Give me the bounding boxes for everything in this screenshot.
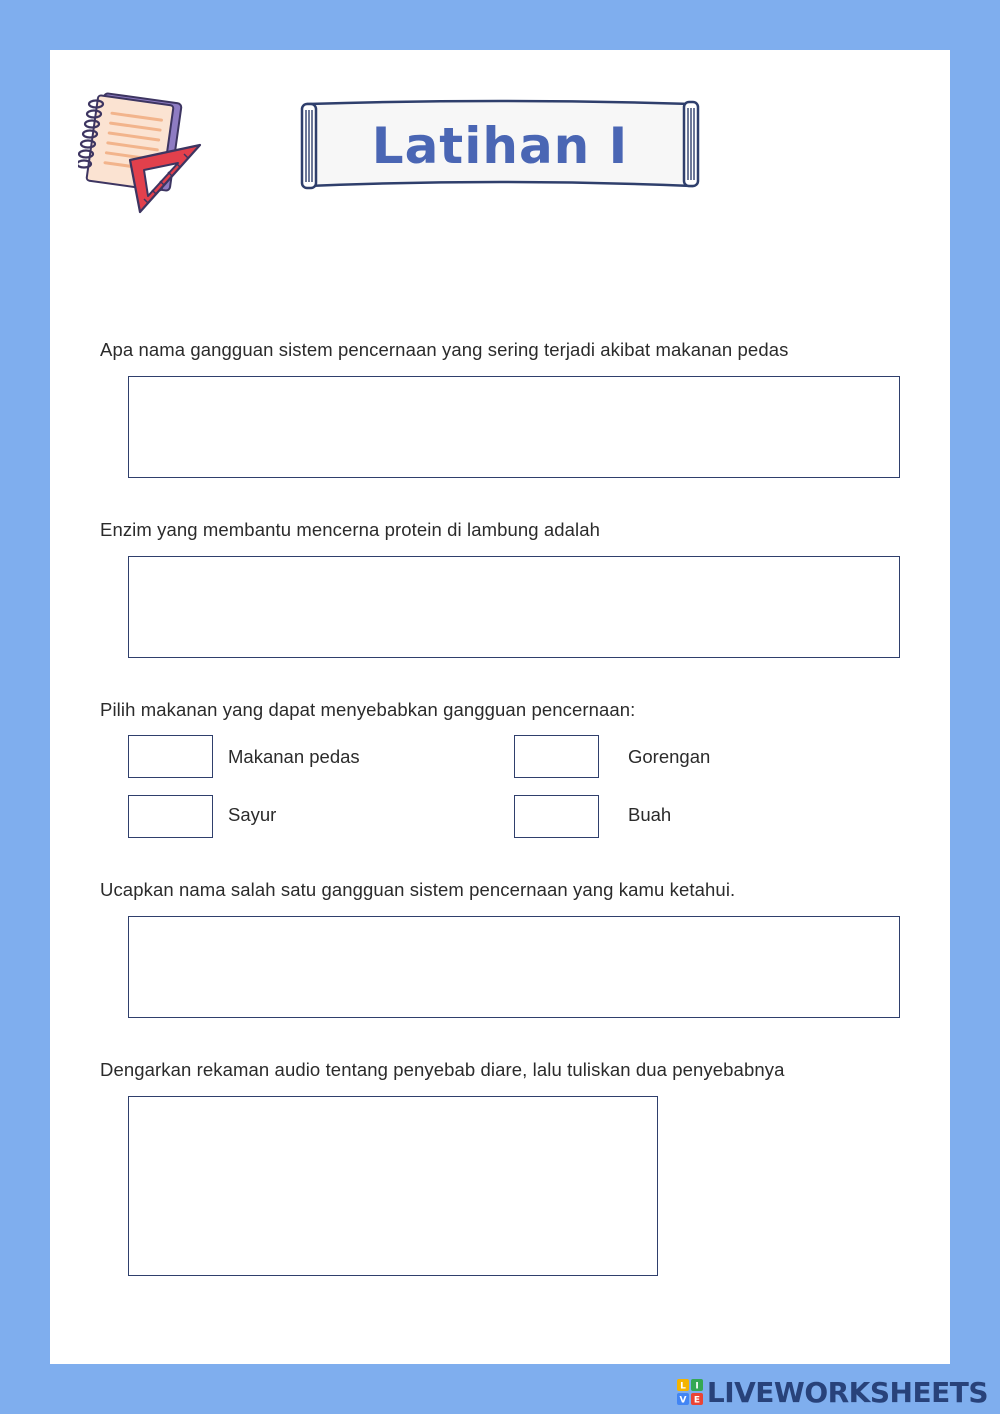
- logo-letter-l: L: [680, 1381, 686, 1392]
- question-3-text: Pilih makanan yang dapat menyebabkan gangguan pencernaan:: [100, 699, 636, 720]
- option-checkbox-makanan-pedas[interactable]: [128, 735, 213, 778]
- question-5-text: Dengarkan rekaman audio tentang penyebab diare, lalu tuliskan dua penyebabnya: [100, 1059, 785, 1080]
- logo-letter-i: I: [695, 1381, 699, 1392]
- liveworksheets-brand[interactable]: [677, 1376, 988, 1408]
- option-label-sayur: Sayur: [228, 804, 277, 825]
- question-4-text: Ucapkan nama salah satu gangguan sistem pencernaan yang kamu ketahui.: [100, 879, 736, 900]
- notebook-ruler-icon: [78, 90, 208, 215]
- liveworksheets-logo-icon: [677, 1379, 703, 1405]
- option-label-gorengan: Gorengan: [628, 746, 711, 767]
- question-2-answer-input[interactable]: [128, 556, 900, 658]
- question-2-text: Enzim yang membantu mencerna protein di lambung adalah: [100, 519, 601, 540]
- question-5-answer-input[interactable]: [128, 1096, 658, 1276]
- worksheet-page: [50, 50, 950, 1364]
- option-label-buah: Buah: [628, 804, 672, 825]
- title-banner: [300, 98, 700, 194]
- logo-letter-v: V: [679, 1395, 687, 1405]
- page-title: Latihan I: [371, 117, 629, 175]
- question-4-speech-answer-box[interactable]: [128, 916, 900, 1018]
- option-checkbox-gorengan[interactable]: [514, 735, 599, 778]
- option-checkbox-buah[interactable]: [514, 795, 599, 838]
- option-checkbox-sayur[interactable]: [128, 795, 213, 838]
- liveworksheets-brand-text: LIVEWORKSHEETS: [706, 1375, 988, 1409]
- question-1-text: Apa nama gangguan sistem pencernaan yang sering terjadi akibat makanan pedas: [100, 339, 789, 360]
- logo-letter-e: E: [693, 1395, 700, 1405]
- option-label-makanan-pedas: Makanan pedas: [228, 746, 360, 767]
- question-1-answer-input[interactable]: [128, 376, 900, 478]
